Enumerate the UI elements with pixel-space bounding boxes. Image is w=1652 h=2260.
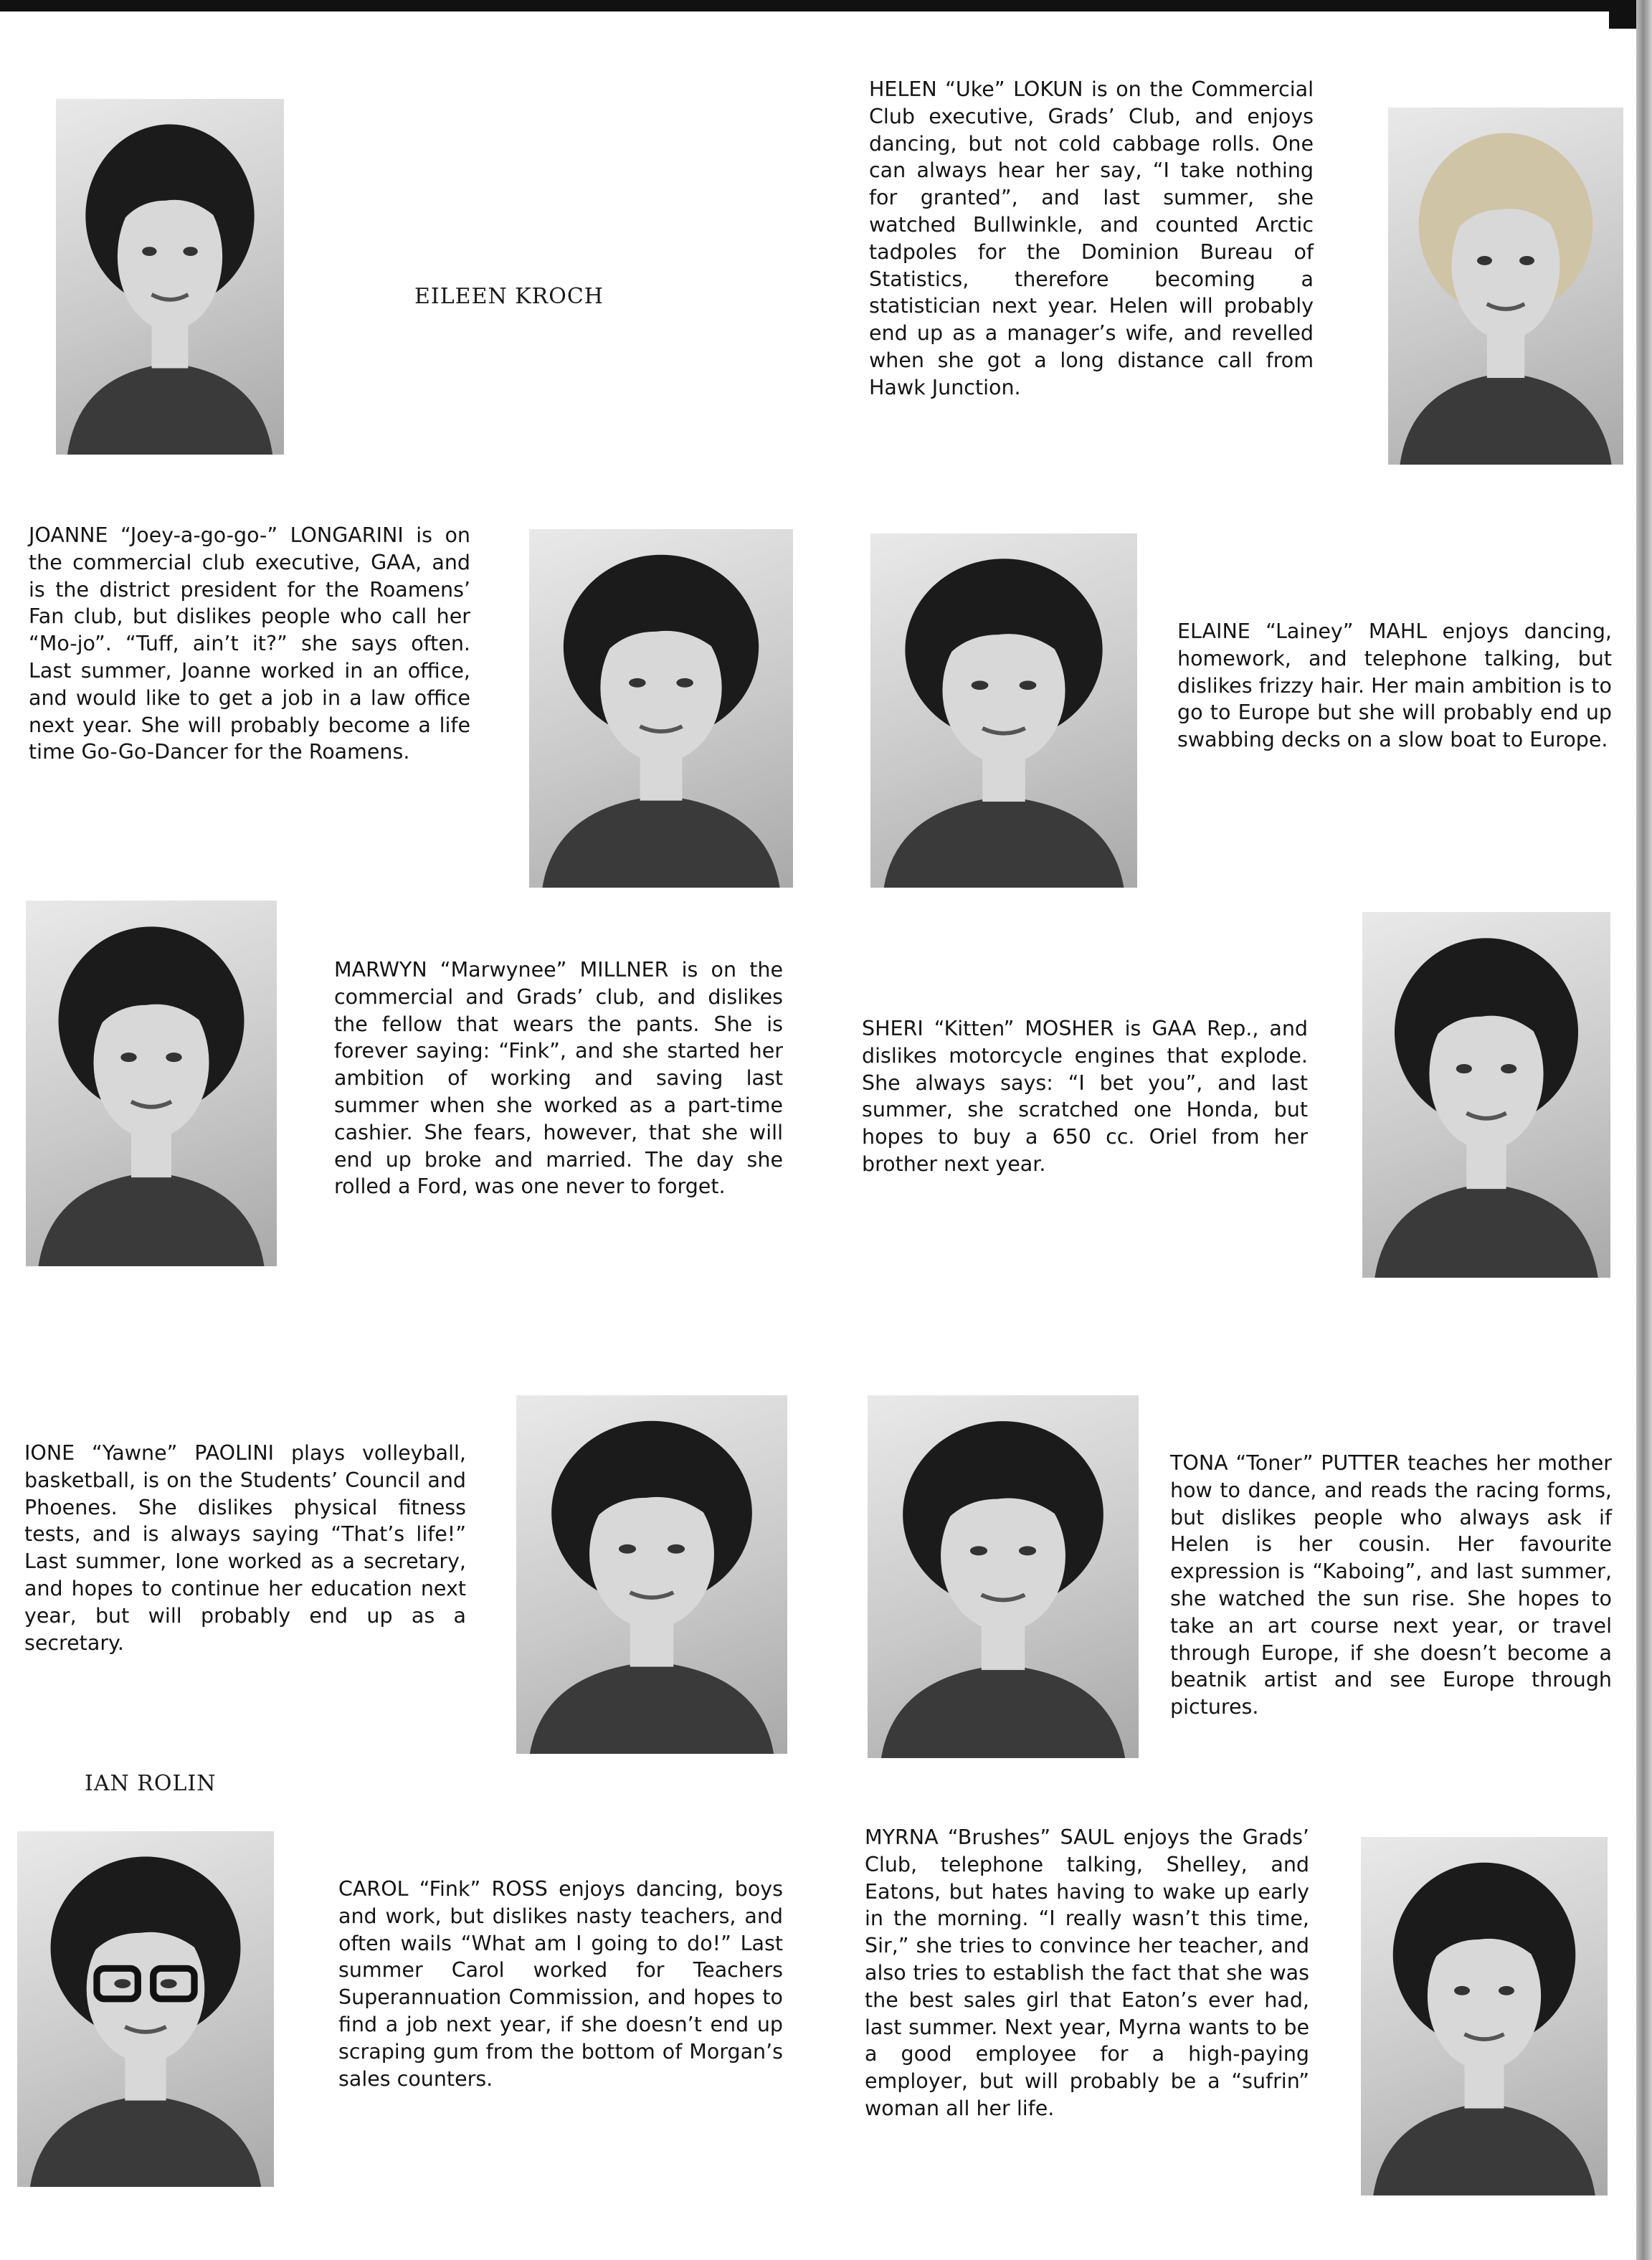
photo-tona-putter: [868, 1395, 1139, 1758]
portrait-shoulders: [67, 363, 272, 455]
portrait-eye-right: [1019, 1546, 1036, 1555]
portrait-eye-right: [668, 1544, 685, 1554]
portrait-silhouette: [56, 99, 284, 455]
photo-marwyn-millner: [26, 901, 277, 1266]
portrait-eye-left: [1454, 1986, 1470, 1995]
photo-sheri-mosher: [1362, 912, 1610, 1278]
portrait-shoulders: [1400, 373, 1611, 465]
portrait-eye-right: [1519, 256, 1534, 265]
bio-helen-lokun: HELEN “Uke” LOKUN is on the Commercial Club executive, Grads’ Club, and enjoys dancing, but not cold cabbage rolls. One can always hear her say, “I take nothing for granted”, and last summer, she watched Bullwinkle, and counted Arctic tadpoles for the Dominion Bureau of Statistics, therefore becoming a statistician next year. Helen will probably end up as a manager’s wife, and revelled when she got a long distance call from Hawk Junction.: [869, 77, 1314, 399]
photo-myrna-saul: [1361, 1837, 1608, 2195]
bio-tona-putter: TONA “Toner” PUTTER teaches her mother how to dance, and reads the racing forms, but dislikes people who always ask if Helen is her cousin. Her favourite expression is “Kaboing”, and last summer, she watched the sun rise. She hopes to take an art course next year, or travel through Europe, if she doesn’t become a beatnik artist and see Europe through pictures.: [1170, 1451, 1612, 1719]
portrait-silhouette: [1388, 108, 1623, 465]
portrait-eye-left: [972, 680, 989, 690]
portrait-silhouette: [868, 1395, 1139, 1758]
portrait-shoulders: [30, 2095, 261, 2187]
portrait-eye-right: [1501, 1064, 1516, 1073]
bio-elaine-mahl: ELAINE “Lainey” MAHL enjoys dancing, homework, and telephone talking, but dislikes frizzy hair. Her main ambition is to go to Europe but she will probably end up swabbing decks on a slow boat to Europe.: [1177, 619, 1612, 752]
portrait-shoulders: [1373, 2103, 1595, 2195]
photo-joanne-longarini: [529, 529, 793, 888]
portrait-shoulders: [39, 1172, 265, 1266]
photo-elaine-mahl: [870, 533, 1137, 888]
portrait-shoulders: [884, 797, 1124, 888]
portrait-shoulders: [1375, 1184, 1598, 1278]
name-ian-rolin: IAN ROLIN: [85, 1771, 217, 1796]
bio-marwyn-millner: MARWYN “Marwynee” MILLNER is on the commercial and Grads’ club, and dislikes the fellow that wears the pants. She is forever saying: “Fink”, and she started her ambition of working and saving last summer when she worked as a part-time cashier. She fears, however, that she will end up broke and married. The day she rolled a Ford, was one never to forget.: [334, 958, 783, 1199]
portrait-eye-left: [120, 1053, 136, 1062]
portrait-eye-left: [1456, 1064, 1472, 1073]
bio-myrna-saul: MYRNA “Brushes” SAUL enjoys the Grads’ Club, telephone talking, Shelley, and Eatons, but hates having to wake up early in the morning. “I really wasn’t this time, Sir,” she tries to convince her teacher, and also tries to establish the fact that she was the best sales girl that Eaton’s ever had, last summer. Next year, Myrna wants to be a good employee for a high-paying employer, but will probably be a “sufrin” woman all her life.: [865, 1825, 1309, 2120]
photo-ian-rolin: [17, 1831, 274, 2187]
portrait-shoulders: [542, 795, 779, 888]
portrait-eye-left: [142, 247, 156, 256]
portrait-eye-left: [619, 1544, 636, 1554]
portrait-silhouette: [529, 529, 793, 888]
scan-top-edge: [0, 0, 1652, 11]
bio-ione-paolini: IONE “Yawne” PAOLINI plays volleyball, basketball, is on the Students’ Council and Phoenes. She dislikes physical fitness tests, and is always saying “That’s life!” Last summer, Ione worked as a secretary, and hopes to continue her education next year, but will probably end up as a secretary.: [24, 1441, 466, 1655]
bio-carol-ross: CAROL “Fink” ROSS enjoys dancing, boys and work, but dislikes nasty teachers, and often wails “What am I going to do!” Last summer Carol worked for Teachers Superannuation Commission, and hopes to find a job next year, if she doesn’t end up scraping gum from the bottom of Morgan’s sales counters.: [338, 1877, 783, 2091]
portrait-eye-right: [1499, 1986, 1514, 1995]
portrait-silhouette: [516, 1395, 787, 1754]
portrait-shoulders: [530, 1661, 774, 1754]
portrait-eye-left: [629, 678, 646, 688]
photo-eileen-kroch: [56, 99, 284, 455]
portrait-silhouette: [17, 1831, 274, 2187]
page-binding-edge: [1636, 0, 1652, 2260]
portrait-silhouette: [1362, 912, 1610, 1278]
portrait-eye-right: [161, 1979, 177, 1988]
portrait-eye-left: [114, 1979, 130, 1988]
photo-helen-lokun: [1388, 108, 1623, 465]
name-eileen-kroch: EILEEN KROCH: [414, 284, 604, 309]
portrait-silhouette: [26, 901, 277, 1266]
portrait-eye-left: [1477, 256, 1492, 265]
portrait-eye-right: [676, 678, 693, 688]
bio-joanne-longarini: JOANNE “Joey-a-go-go-” LONGARINI is on the commercial club executive, GAA, and is the district president for the Roamens’ Fan club, but dislikes people who call her “Mo-jo”. “Tuff, ain’t it?” she says often. Last summer, Joanne worked in an office, and would like to get a job in a law office next year. She will probably become a life time Go-Go-Dancer for the Roamens.: [29, 523, 470, 764]
photo-ione-paolini: [516, 1395, 787, 1754]
portrait-silhouette: [870, 533, 1137, 888]
portrait-eye-right: [183, 247, 197, 256]
portrait-eye-right: [166, 1053, 181, 1062]
portrait-eye-right: [1020, 680, 1037, 690]
bio-sheri-mosher: SHERI “Kitten” MOSHER is GAA Rep., and dislikes motorcycle engines that explode. She always says: “I bet you”, and last summer, she scratched one Honda, but hopes to buy a 650 cc. Oriel from her brother next year.: [862, 1017, 1308, 1176]
portrait-shoulders: [881, 1665, 1125, 1758]
portrait-eye-left: [970, 1546, 987, 1555]
portrait-silhouette: [1361, 1837, 1608, 2195]
